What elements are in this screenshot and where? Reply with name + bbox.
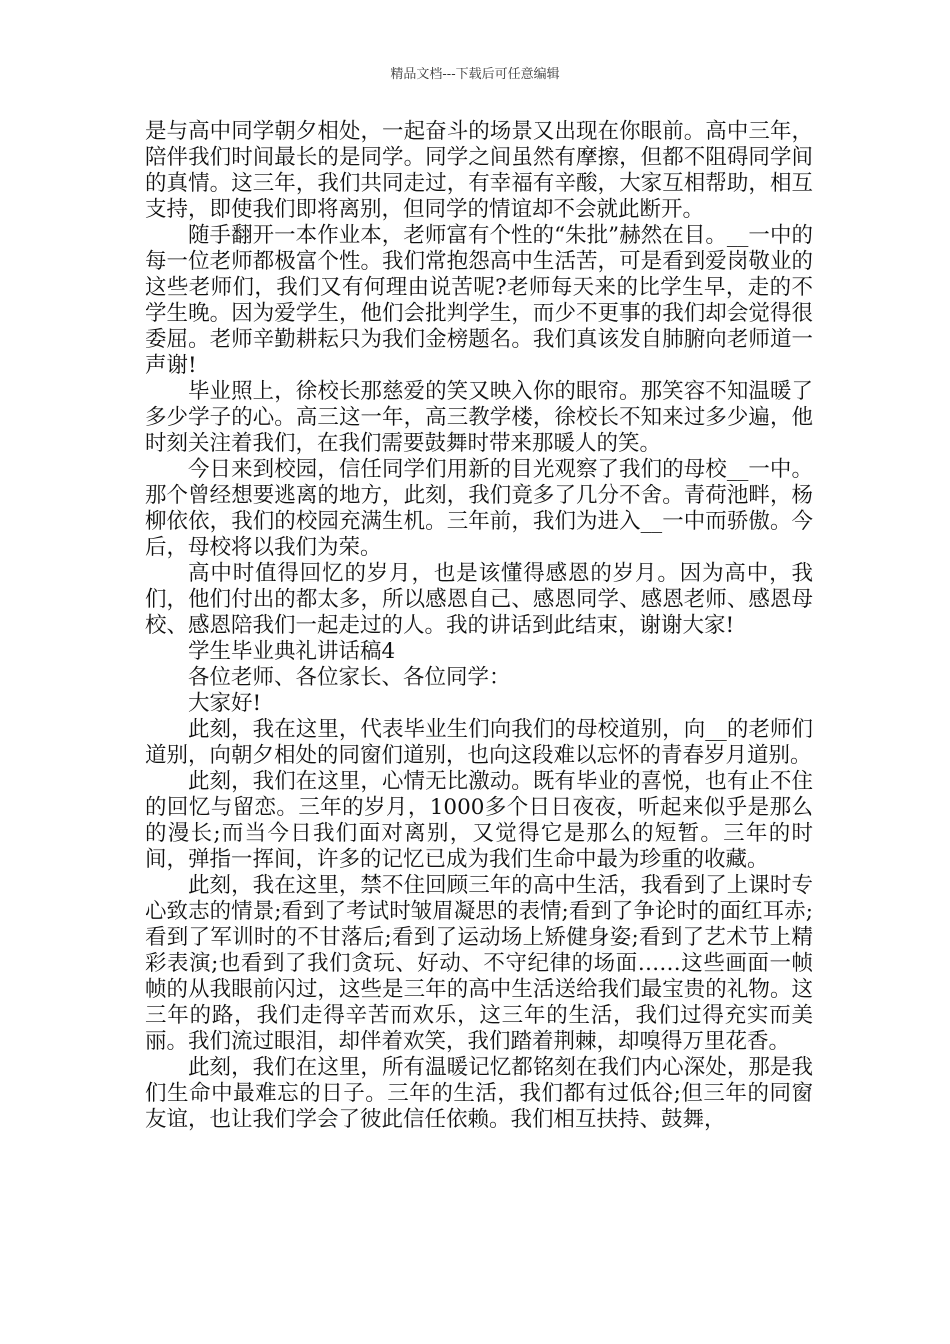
paragraph-farewell: 此刻，我在这里，代表毕业生们向我们的母校道别，向__的老师们道别，向朝夕相处的同窗们道别，也向这段难以忘怀的青春岁月道别。 xyxy=(145,717,813,768)
greeting: 大家好! xyxy=(188,691,262,716)
paragraph-campus: 今日来到校园，信任同学们用新的目光观察了我们的母校__一中。那个曾经想要逃离的地方，此刻，我们竟多了几分不舍。青荷池畔，杨柳依依，我们的校园充满生机。三年前，我们为进入__一中而骄傲。今后，母校将以我们为荣。 xyxy=(145,457,813,560)
salutation: 各位老师、各位家长、各位同学： xyxy=(188,665,511,690)
paragraph-principal: 毕业照上，徐校长那慈爱的笑又映入你的眼帘。那笑容不知温暖了多少学子的心。高三这一年，高三教学楼，徐校长不知来过多少遍，他时刻关注着我们，在我们需要鼓舞时带来那暖人的笑。 xyxy=(145,379,813,456)
page-header: 精品文档---下载后可任意编辑 xyxy=(390,67,560,82)
paragraph-teachers: 随手翻开一本作业本，老师富有个性的“朱批”赫然在目。__一中的每一位老师都极富个性。我们常抱怨高中生活苦，可是看到爱岗敬业的这些老师们，我们又有何理由说苦呢?老师每天来的比学生早，走的不学生晚。因为爱学生，他们会批判学生，而少不更事的我们却会觉得很委屈。老师辛勤耕耘只为我们金榜题名。我们真该发自肺腑向老师道一声谢! xyxy=(145,223,813,378)
paragraph-friendship: 此刻，我们在这里，所有温暖记忆都铭刻在我们内心深处，那是我们生命中最难忘的日子。三年的生活，我们都有过低谷;但三年的同窗友谊，也让我们学会了彼此信任依赖。我们相互扶持、鼓舞， xyxy=(145,1055,813,1132)
speech-title: 学生毕业典礼讲话稿4 xyxy=(188,639,396,664)
paragraph-gratitude: 高中时值得回忆的岁月，也是该懂得感恩的岁月。因为高中，我们，他们付出的都太多，所以感恩自己、感恩同学、感恩老师、感恩母校、感恩陪我们一起走过的人。我的讲话到此结束，谢谢大家! xyxy=(145,561,813,638)
paragraph-classmates: 是与高中同学朝夕相处，一起奋斗的场景又出现在你眼前。高中三年，陪伴我们时间最长的是同学。同学之间虽然有摩擦，但都不阻碍同学间的真情。这三年，我们共同走过，有幸福有辛酸，大家互相帮助，相互支持，即使我们即将离别，但同学的情谊却不会就此断开。 xyxy=(145,119,813,222)
paragraph-emotion: 此刻，我们在这里，心情无比激动。既有毕业的喜悦，也有止不住的回忆与留恋。三年的岁月，1000多个日日夜夜，听起来似乎是那么的漫长;而当今日我们面对离别，又觉得它是那么的短暂。三年的时间，弹指一挥间，许多的记忆已成为我们生命中最为珍重的收藏。 xyxy=(145,769,813,872)
paragraph-memories: 此刻，我在这里，禁不住回顾三年的高中生活，我看到了上课时专心致志的情景;看到了考试时皱眉凝思的表情;看到了争论时的面红耳赤;看到了军训时的不甘落后;看到了运动场上矫健身姿;看到了艺术节上精彩表演;也看到了我们贪玩、好动、不守纪律的场面……这些画面一帧帧的从我眼前闪过，这些是三年的高中生活送给我们最宝贵的礼物。这三年的路，我们走得辛苦而欢乐，这三年的生活，我们过得充实而美丽。我们流过眼泪，却伴着欢笑，我们踏着荆棘，却嗅得万里花香。 xyxy=(145,873,813,1054)
document-body xyxy=(145,119,813,1133)
